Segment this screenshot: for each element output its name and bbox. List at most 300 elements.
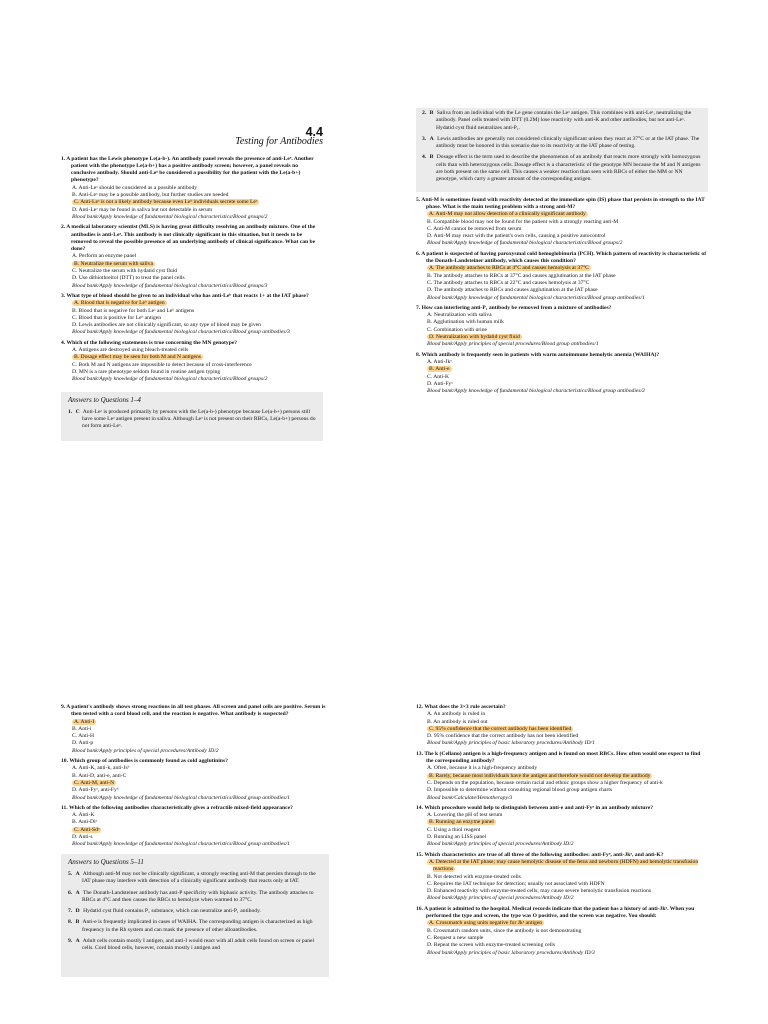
question-text: Which of the following statements is true concerning the MN genotype? <box>66 339 238 346</box>
option-letter: B. <box>427 272 433 279</box>
answers-list <box>68 871 322 953</box>
option-letter: C. <box>427 880 433 887</box>
question-number: 7. <box>416 304 421 311</box>
question-list <box>61 704 329 849</box>
option-body <box>72 369 220 375</box>
option-letter: C. <box>427 826 433 833</box>
answer-key: B <box>429 154 434 161</box>
option-text: The antibody attaches to RBCs at 22°C and causes hemolysis at 37°C <box>433 279 590 286</box>
question-source: Blood bank/Apply principles of special procedures/Antibody ID/2 <box>427 841 574 848</box>
option-body <box>427 711 485 717</box>
answer-option <box>61 308 323 315</box>
highlighted-answer <box>427 726 573 732</box>
option-body <box>72 275 185 281</box>
option-letter: C. <box>74 199 80 206</box>
option-letter: D. <box>427 787 433 794</box>
option-letter: C. <box>72 314 78 321</box>
answer-option <box>61 773 329 780</box>
option-text: Agglutination with human milk <box>433 319 504 326</box>
question-number: 1. <box>61 155 66 162</box>
option-text: Anti-K <box>433 373 450 380</box>
option-text: Lowering the pH of test serum <box>433 812 503 819</box>
question-stem <box>61 340 323 347</box>
answer-option <box>61 765 329 772</box>
answer-option <box>416 381 708 388</box>
question-item <box>416 906 708 957</box>
highlighted-answer <box>72 261 155 267</box>
question-item <box>61 224 323 290</box>
answer-option <box>416 819 708 826</box>
option-body <box>72 347 188 353</box>
question-number: 9. <box>61 704 66 710</box>
answer-key: A <box>75 938 80 945</box>
answer-option <box>416 273 708 280</box>
answer-key: B <box>429 110 434 116</box>
answer-explanation <box>68 908 322 915</box>
question-item <box>416 704 708 748</box>
option-text: Anti-Sdᵃ <box>80 826 100 833</box>
answer-option <box>61 733 329 740</box>
answer-option <box>61 780 329 787</box>
option-text: Anti-Leᵃ may be found in saliva but not detectable in serum <box>78 206 213 213</box>
option-body <box>427 827 480 833</box>
option-letter: C. <box>427 225 433 232</box>
question-stem <box>61 704 329 719</box>
option-letter: C. <box>427 934 433 941</box>
question-number: 12. <box>416 704 423 710</box>
highlighted-answer <box>427 366 452 372</box>
option-letter: D. <box>427 888 433 895</box>
option-letter: B. <box>74 354 80 361</box>
answer-option <box>416 827 708 834</box>
section-title: Testing for Antibodies <box>235 136 323 148</box>
question-source: Blood bank/Apply principles of special procedures/Antibody ID/2 <box>72 747 219 754</box>
highlighted-answer <box>427 773 652 779</box>
option-letter: A. <box>429 211 435 218</box>
question-number: 3. <box>61 292 66 299</box>
option-text: Anti-Leᵃ is not a likely antibody because even Leᵇ individuals secrete some Leᵃ <box>80 199 258 206</box>
option-text: The antibody attaches to RBCs and causes agglutination at the IAT phase <box>433 287 598 294</box>
option-letter: A. <box>429 920 435 927</box>
option-body <box>72 740 93 746</box>
question-number: 5. <box>416 196 421 203</box>
option-letter: B. <box>72 819 78 826</box>
option-text: Impossible to determine without consulting regional blood group antigen charts <box>433 787 613 794</box>
option-text: Neutralization with saliva <box>433 312 492 319</box>
answer-option <box>61 819 329 826</box>
question-number: 8. <box>416 351 421 358</box>
option-body <box>72 819 97 825</box>
option-body <box>427 359 452 365</box>
question-source: Blood bank/Apply knowledge of fundamental biological characteristics/Blood groups/2 <box>427 240 623 247</box>
option-body <box>427 319 504 325</box>
highlighted-answer <box>72 199 259 205</box>
option-text: Rarely, because most individuals have the antigen and therefore would not develop the antibody <box>435 772 651 779</box>
option-body <box>427 219 618 225</box>
option-letter: D. <box>429 334 435 341</box>
question-source: Blood bank/Apply knowledge of fundamental biological characteristics/Blood groups/3 <box>72 282 268 289</box>
question-source: Blood bank/Apply knowledge of fundamental biological characteristics/Blood group antibodies/3 <box>72 329 290 336</box>
option-letter: A. <box>72 253 78 260</box>
option-text: Detected at the IAT phase; may cause hemolytic disease of the fetus and newborn (HDFN) and hemolytic transfusion reactions <box>433 858 699 873</box>
question-source: Blood bank/Apply principles of special procedures/Blood group antibodies/1 <box>427 341 599 348</box>
option-text: Anti-Fyᵃ, anti-Fyᵇ <box>78 787 119 794</box>
option-body <box>72 726 92 732</box>
option-letter: A. <box>72 765 78 772</box>
option-text: The antibody attaches to RBCs at 4°C and causes hemolysis at 37°C <box>435 265 589 272</box>
answer-key: A <box>429 135 434 142</box>
option-body <box>72 207 212 213</box>
question-text: The k (Cellano) antigen is a high-frequency antigen and is found on most RBCs. How often would one expect to find the corresponding antibody? <box>424 750 701 765</box>
question-source: Blood bank/Calculate/Hemotherapy/3 <box>427 794 513 801</box>
option-text: Blood that is negative for Leᵇ antigen <box>80 300 165 307</box>
answer-option <box>416 312 708 319</box>
question-stem <box>61 805 329 812</box>
question-source: Blood bank/Apply knowledge of fundamental biological characteristics/Blood group antibodies/2 <box>427 388 645 395</box>
question-stem <box>61 156 323 185</box>
option-letter: D. <box>72 740 78 747</box>
option-text: Lewis antibodies are not clinically significant, so any type of blood may be given <box>78 322 261 329</box>
option-letter: D. <box>72 322 78 329</box>
option-letter: B. <box>72 725 78 732</box>
answer-option <box>416 219 708 226</box>
answer-number: 1. <box>68 408 73 415</box>
option-text: Often, because it is a high-frequency antibody <box>433 765 538 772</box>
answer-option <box>416 265 708 272</box>
option-letter: C. <box>72 268 78 275</box>
option-body <box>427 942 555 948</box>
highlighted-answer <box>72 780 116 786</box>
option-letter: A. <box>74 718 80 725</box>
option-body <box>72 322 261 328</box>
question-number: 10. <box>61 758 68 765</box>
answer-option <box>416 780 708 787</box>
option-body <box>72 253 136 259</box>
option-letter: B. <box>427 718 433 725</box>
answer-option <box>416 374 708 381</box>
answer-option <box>416 935 708 942</box>
answer-text: Hydatid cyst fluid contains P₁ substance, which can neutralize anti-P₁ antibody. <box>83 908 261 915</box>
option-text: Using a thiol reagent <box>433 826 481 833</box>
question-text: A patient is suspected of having paroxysmal cold hemoglobinuria (PCH). Which pattern of reactivity is characteristic of the Donath-Landsteiner antibody, which causes this condition? <box>421 250 707 265</box>
option-body <box>427 834 486 840</box>
answer-option <box>61 827 329 834</box>
question-source: Blood bank/Apply knowledge of fundamental biological characteristics/Blood groups/2 <box>72 376 268 383</box>
answer-text: The Donath-Landsteiner antibody has anti-P specificity with biphasic activity. The antibody attaches to RBCs at 4°C and then causes the RBCs to hemolyze when warmed to 37°C. <box>82 889 314 903</box>
option-letter: D. <box>427 287 433 294</box>
answer-option <box>416 359 708 366</box>
option-letter: B. <box>427 873 433 880</box>
question-stem <box>416 305 708 312</box>
option-text: Use dithiothreitol (DTT) to treat the panel cells <box>78 275 185 282</box>
option-text: Crossmatch using units negative for Jkᵃ antigen <box>435 920 543 927</box>
option-letter: D. <box>427 942 433 949</box>
option-text: Both M and N antigens are impossible to detect because of cross-interference <box>78 361 252 368</box>
option-letter: C. <box>427 279 433 286</box>
page1-right-column <box>416 108 708 398</box>
answer-key: B <box>75 919 80 926</box>
option-text: MN is a rare phenotype seldom found in routine antigen typing <box>78 368 221 375</box>
answer-option <box>416 719 708 726</box>
question-text: Which antibody is frequently seen in patients with warm autoimmune hemolytic anemia (WAIHA)? <box>421 351 660 358</box>
highlighted-answer <box>72 719 96 725</box>
question-stem <box>416 352 708 359</box>
answer-text: Although anti-M may not be clinically significant, a strongly reacting anti-M that persists through to the IAT phase may interfere with detection of a clinically significant antibody that reacts only at IAT. <box>82 870 316 885</box>
answer-option <box>416 859 708 874</box>
question-text: Which group of antibodies is commonly found as cold agglutinins? <box>69 758 228 765</box>
question-list <box>61 156 323 384</box>
highlighted-answer <box>427 211 588 217</box>
option-text: Running an LISS panel <box>433 834 487 841</box>
answer-option <box>416 765 708 772</box>
option-text: Request a new sample <box>433 934 484 941</box>
option-body <box>427 719 488 725</box>
answer-option <box>416 211 708 218</box>
question-item <box>416 251 708 302</box>
question-number: 2. <box>61 224 66 231</box>
answer-option <box>416 942 708 949</box>
option-body <box>427 273 616 279</box>
answer-option <box>416 874 708 881</box>
option-letter: A. <box>427 711 433 718</box>
highlighted-answer <box>427 859 698 872</box>
answer-option <box>416 280 708 287</box>
question-item <box>416 352 708 396</box>
answer-option <box>416 773 708 780</box>
question-number: 15. <box>416 851 423 858</box>
option-text: Compatible blood may not be found for the patient with a strongly reacting anti-M <box>433 218 619 225</box>
question-text: What does the 3×3 rule ascertain? <box>424 704 506 710</box>
option-letter: C. <box>427 779 433 786</box>
question-text: How can interfering anti-P₁ antibody be removed from a mixture of antibodies? <box>421 304 612 311</box>
option-body <box>72 315 161 321</box>
option-text: Requires the IAT technique for detection; usually not associated with HDFN <box>433 880 605 887</box>
option-text: Anti-Fyᵃ <box>433 380 453 387</box>
question-number: 16. <box>416 905 423 912</box>
page1-left-column <box>61 125 323 441</box>
question-text: A patient is admitted to the hospital. Medical records indicate that the patient has a history of anti-Jkᵃ. When you performed the type and screen, the type was O positive, and the screen was negative. You should: <box>424 905 695 920</box>
option-body <box>427 935 483 941</box>
option-letter: B. <box>429 772 435 779</box>
option-body <box>427 280 589 286</box>
answer-option <box>416 226 708 233</box>
answer-key: C <box>75 408 80 415</box>
answer-text: Lewis antibodies are generally not considered clinically significant unless they react at 37°C or at the IAT phase. The antibody must be honored in this scenario due to its reactivity at the IAT phase of testing. <box>436 135 700 150</box>
answer-number: 5. <box>68 870 73 877</box>
option-text: Running an enzyme panel <box>435 819 494 826</box>
answer-option <box>416 812 708 819</box>
question-stem <box>416 852 708 859</box>
option-letter: C. <box>427 373 433 380</box>
question-list <box>416 704 708 957</box>
question-text: Which procedure would help to distinguish between anti-e and anti-Fyᵃ in an antibody mixture? <box>424 804 653 811</box>
option-letter: D. <box>427 733 433 740</box>
option-letter: A. <box>74 300 80 307</box>
option-letter: A. <box>427 765 433 772</box>
answer-text: Dosage effect is the term used to describe the phenomenon of an antibody that reacts more strongly with homozygous cells than with heterozygous cells. Dosage effect is a characteristic of the genotype MN because the M and N antigens are both present on the same cell. This causes a weaker reaction than seen with RBCs of either the MM or NN genotype, which carry a greater amount of the corresponding antigen. <box>436 154 701 183</box>
option-letter: B. <box>72 192 78 199</box>
answer-option <box>416 787 708 794</box>
answers-continued-box <box>416 108 708 192</box>
answer-option <box>61 207 323 214</box>
answers-list <box>68 409 316 431</box>
question-source: Blood bank/Apply knowledge of fundamental biological characteristics/Blood groups/2 <box>72 213 268 220</box>
answers-title: Answers to Questions 1–4 <box>68 395 141 404</box>
option-text: An antibody is ruled in <box>433 711 486 718</box>
question-item <box>61 340 323 384</box>
answer-key: A <box>75 889 80 896</box>
option-letter: D. <box>427 380 433 387</box>
option-text: Neutralize the serum with saliva <box>80 260 153 267</box>
question-source: Blood bank/Apply knowledge of fundamental biological characteristics/Blood group antibodies/1 <box>427 294 645 301</box>
option-body <box>427 327 487 333</box>
answers-box <box>61 854 329 977</box>
question-item <box>61 805 329 849</box>
option-text: Anti-M cannot be removed from serum <box>433 225 522 232</box>
option-body <box>72 268 177 274</box>
option-letter: B. <box>429 819 435 826</box>
question-number: 11. <box>61 804 68 811</box>
answer-option <box>61 275 323 282</box>
answer-option <box>416 928 708 935</box>
option-text: Anti-M may not allow detection of a clinically significant antibody <box>435 211 586 218</box>
option-text: Antigens are destroyed using bleach-treated cells <box>78 347 189 354</box>
question-item <box>416 305 708 349</box>
option-text: Anti-I <box>80 718 95 725</box>
highlighted-answer <box>427 265 591 271</box>
option-body <box>72 787 118 793</box>
answer-text: Saliva from an individual with the Le gene contains the Leᵃ antigen. This combines with anti-Leᵃ, neutralizing the antibody. Panel cells treated with DTT (0.2M) lose reactivity with anti-K and other antibodies, but not anti-Leᵃ. Hydatid cyst fluid neutralizes anti-P₁. <box>436 110 692 131</box>
question-text: A patient's antibody shows strong reactions in all test phases. All screen and panel cells are positive. Serum is then tested with a cord blood cell, and the reaction is negative. What antibody is suspected? <box>66 704 326 718</box>
answer-explanation <box>68 919 322 934</box>
question-stem <box>416 906 708 921</box>
option-body <box>427 881 605 887</box>
option-text: Blood that is positive for Leᵇ antigen <box>78 314 162 321</box>
answer-option <box>416 319 708 326</box>
highlighted-answer <box>72 827 101 833</box>
answer-key: D <box>75 908 80 915</box>
highlighted-answer <box>427 819 496 825</box>
answer-number: 3. <box>422 135 427 142</box>
option-body <box>427 765 537 771</box>
page2-right-column <box>416 704 708 960</box>
answer-option <box>61 362 323 369</box>
option-text: Combination with urine <box>433 326 487 333</box>
answer-option <box>416 920 708 927</box>
option-body <box>427 312 492 318</box>
option-body <box>72 362 252 368</box>
option-body <box>427 780 663 786</box>
option-letter: D. <box>72 834 78 841</box>
answer-text: Adult cells contain mostly I antigen, and anti-I would react with all adult cells found on screen or panel cells. Cord blood cells, however, contain mostly i antigen and <box>82 938 315 952</box>
option-letter: C. <box>427 326 433 333</box>
option-letter: A. <box>72 347 78 354</box>
answer-explanation <box>422 110 702 132</box>
highlighted-answer <box>72 300 167 306</box>
option-body <box>72 765 129 771</box>
option-text: Anti-K, anti-k, anti-Jsᵇ <box>78 765 130 772</box>
answer-option <box>416 327 708 334</box>
option-letter: A. <box>427 358 433 365</box>
option-text: Blood that is negative for both Leᵃ and Leᵇ antigens <box>78 307 195 314</box>
option-letter: A. <box>429 265 435 272</box>
option-text: Anti-M, anti-N <box>80 779 115 786</box>
answer-explanation <box>422 154 702 183</box>
question-item <box>416 852 708 903</box>
question-stem <box>416 251 708 266</box>
question-number: 4. <box>61 339 66 346</box>
option-text: Anti-e <box>435 366 450 373</box>
option-body <box>72 834 93 840</box>
answer-text: Anti-e is frequently implicated in cases of WAIHA. The corresponding antigen is characterized as high frequency in the Rh system and can mask the presence of other alloantibodies. <box>82 919 313 933</box>
page2-left-column <box>61 704 329 977</box>
question-number: 6. <box>416 250 421 257</box>
question-source: Blood bank/Apply principles of basic laboratory procedures/Antibody ID/1 <box>427 740 595 747</box>
option-body <box>427 874 521 880</box>
option-text: Enhanced reactivity with enzyme-treated cells; may cause severe hemolytic transfusion reactions <box>433 888 651 895</box>
option-letter: B. <box>427 927 433 934</box>
option-text: Anti-i <box>78 725 92 732</box>
question-item <box>61 293 323 337</box>
option-letter: C. <box>72 733 78 740</box>
option-text: Anti-p <box>78 740 94 747</box>
option-body <box>427 812 502 818</box>
option-text: Neutralize the serum with hydatid cyst fluid <box>78 268 178 275</box>
answer-number: 2. <box>422 110 427 116</box>
option-text: Neutralization with hydatid cyst fluid <box>435 334 520 341</box>
option-text: 95% confidence that the correct antibody has not been identified <box>433 733 579 740</box>
question-stem <box>416 704 708 711</box>
option-body <box>427 888 651 894</box>
option-text: An antibody is ruled out <box>433 718 488 725</box>
option-letter: D. <box>427 834 433 841</box>
answers-title: Answers to Questions 5–11 <box>68 857 144 866</box>
answer-explanation <box>422 136 702 151</box>
highlighted-answer <box>427 920 544 926</box>
question-text: Which of the following antibodies characteristically gives a refractile mixed-field appearance? <box>69 804 293 811</box>
option-letter: D. <box>72 787 78 794</box>
option-body <box>427 226 521 232</box>
question-source: Blood bank/Apply knowledge of fundamental biological characteristics/Blood group antibodies/1 <box>72 841 290 848</box>
option-body <box>72 185 197 191</box>
option-text: Perform an enzyme panel <box>78 253 137 260</box>
question-item <box>416 197 708 248</box>
option-letter: B. <box>72 772 78 779</box>
question-stem <box>61 224 323 253</box>
option-body <box>72 192 228 198</box>
option-letter: A. <box>427 312 433 319</box>
option-letter: B. <box>74 260 80 267</box>
option-text: Anti-Diᵃ <box>78 819 98 826</box>
answers-box <box>61 392 323 441</box>
question-item <box>61 704 329 755</box>
option-text: Anti-Leᵃ should be considered as a possible antibody <box>78 184 198 191</box>
question-list <box>416 197 708 396</box>
answer-explanation <box>68 871 322 886</box>
option-text: Dosage effect may be seen for both M and N antigens <box>80 354 201 361</box>
option-letter: B. <box>427 319 433 326</box>
answer-number: 7. <box>68 908 73 915</box>
question-item <box>61 156 323 222</box>
option-letter: A. <box>427 812 433 819</box>
option-text: 95% confidence that the correct antibody has been identified <box>435 725 572 732</box>
option-letter: A. <box>72 812 78 819</box>
answer-option <box>416 711 708 718</box>
question-source: Blood bank/Apply knowledge of fundamental biological characteristics/Blood group antibodies/1 <box>72 794 290 801</box>
option-text: Anti-D, anti-e, anti-C <box>78 772 127 779</box>
question-source: Blood bank/Apply principles of basic laboratory procedures/Antibody ID/3 <box>427 949 595 956</box>
option-body <box>427 787 612 793</box>
